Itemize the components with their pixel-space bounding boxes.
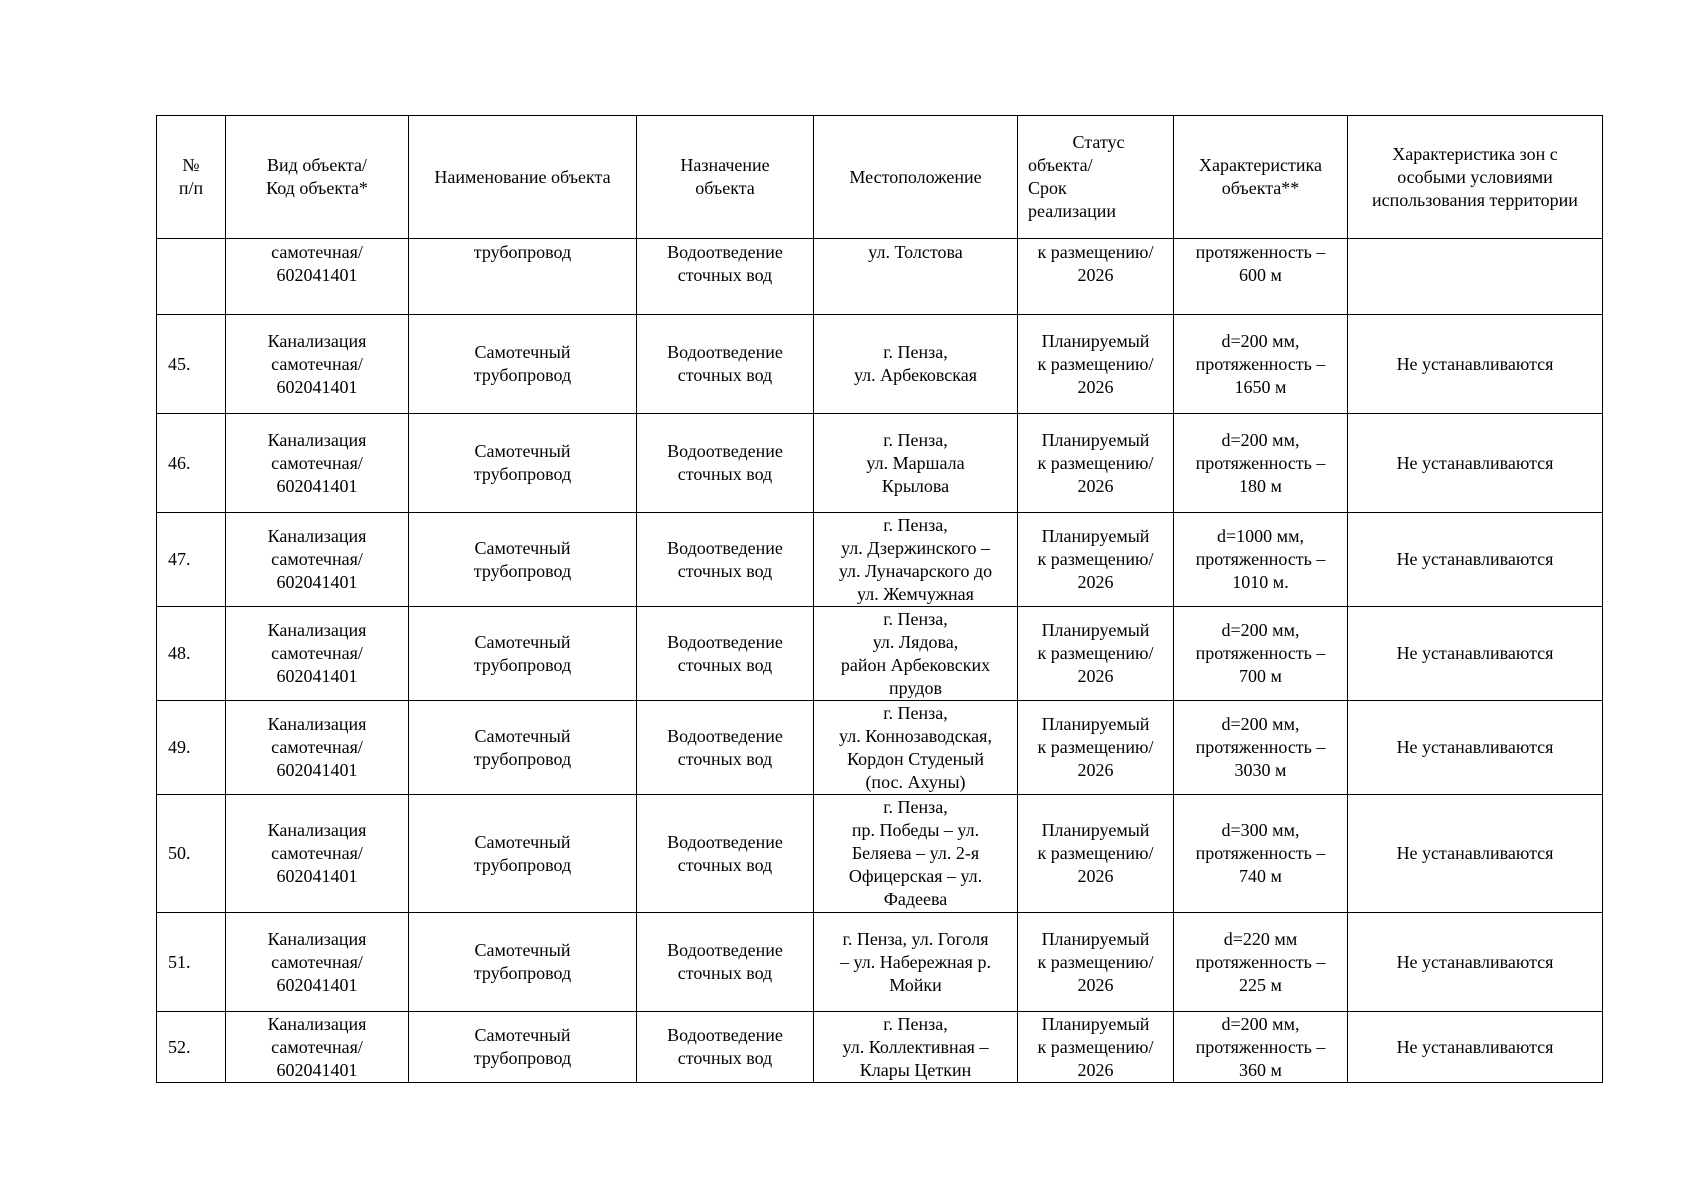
cell-line: 602041401 bbox=[276, 572, 358, 592]
cell-name bbox=[409, 913, 637, 1012]
cell-num: 48. bbox=[157, 607, 226, 701]
cell-line: Наименование объекта bbox=[434, 166, 611, 187]
cell-line: самотечная/ bbox=[271, 843, 363, 863]
cell-line: Планируемый bbox=[1041, 330, 1150, 351]
cell-type bbox=[226, 913, 409, 1012]
cell-line: район Арбековских bbox=[840, 654, 991, 675]
cell-line: 600 м bbox=[1239, 265, 1282, 285]
cell-line: к размещению/ bbox=[1037, 549, 1154, 569]
cell-characteristic bbox=[1174, 795, 1348, 913]
cell-name bbox=[409, 239, 637, 315]
cell-status bbox=[1018, 913, 1174, 1012]
cell-line: Клары Цеткин bbox=[859, 1059, 972, 1080]
cell-line: Самотечный bbox=[474, 631, 571, 652]
cell-name bbox=[409, 795, 637, 913]
cell-line: трубопровод bbox=[473, 560, 572, 581]
cell-location bbox=[814, 513, 1018, 607]
cell-location bbox=[814, 701, 1018, 795]
cell-status bbox=[1018, 1012, 1174, 1083]
cell-line: ул. Коллективная – bbox=[842, 1036, 989, 1057]
cell-line: Водоотведение bbox=[667, 725, 783, 746]
cell-line: г. Пенза, bbox=[883, 797, 948, 817]
cell-line: Не устанавливаются bbox=[1396, 643, 1554, 663]
cell-line: г. Пенза, ул. Гоголя bbox=[842, 928, 989, 949]
cell-line: сточных вод bbox=[677, 654, 773, 675]
cell-name bbox=[409, 701, 637, 795]
cell-characteristic bbox=[1174, 513, 1348, 607]
header-purpose bbox=[637, 116, 814, 239]
cell-line: Вид объекта/ bbox=[267, 155, 367, 175]
cell-line: к размещению/ bbox=[1037, 452, 1154, 473]
cell-status bbox=[1018, 701, 1174, 795]
cell-line: ул. Маршала bbox=[866, 452, 965, 473]
cell-line: ул. Лядова, bbox=[872, 631, 959, 652]
table-row bbox=[157, 795, 1603, 913]
cell-line: 602041401 bbox=[276, 666, 358, 686]
cell-line: трубопровод bbox=[473, 963, 572, 983]
cell-line: 602041401 bbox=[276, 974, 358, 995]
cell-line: d=300 мм, bbox=[1221, 820, 1300, 840]
cell-line: d=200 мм, bbox=[1221, 429, 1300, 450]
cell-purpose bbox=[637, 315, 814, 414]
cell-line: протяженность – bbox=[1195, 353, 1326, 374]
cell-line: к размещению/ bbox=[1037, 951, 1154, 972]
cell-line: Не устанавливаются bbox=[1396, 843, 1554, 863]
cell-line: самотечная/ bbox=[271, 549, 363, 569]
cell-zones bbox=[1348, 315, 1603, 414]
cell-purpose bbox=[637, 1012, 814, 1083]
cell-line: Канализация bbox=[267, 620, 367, 640]
cell-line: Водоотведение bbox=[667, 342, 783, 362]
cell-line: Характеристика bbox=[1199, 155, 1322, 175]
cell-zones bbox=[1348, 795, 1603, 913]
table-row bbox=[157, 513, 1603, 607]
cell-line: объекта** bbox=[1221, 178, 1300, 198]
cell-type bbox=[226, 414, 409, 513]
cell-line: самотечная/ bbox=[271, 1036, 363, 1057]
cell-line: протяженность – bbox=[1195, 549, 1326, 569]
cell-num: 49. bbox=[157, 701, 226, 795]
cell-purpose bbox=[637, 913, 814, 1012]
cell-line: Водоотведение bbox=[667, 631, 783, 652]
cell-zones bbox=[1348, 913, 1603, 1012]
cell-line: 2026 bbox=[1077, 866, 1114, 886]
cell-line: 2026 bbox=[1077, 572, 1114, 592]
cell-line: Не устанавливаются bbox=[1396, 452, 1554, 473]
cell-line: протяженность – bbox=[1195, 643, 1326, 663]
cell-purpose bbox=[637, 607, 814, 701]
cell-line: Не устанавливаются bbox=[1396, 951, 1554, 972]
cell-line: Самотечный bbox=[474, 725, 571, 746]
cell-line: 2026 bbox=[1077, 265, 1114, 285]
cell-line: Самотечный bbox=[474, 940, 571, 960]
cell-line: Планируемый bbox=[1041, 429, 1150, 450]
cell-line: Планируемый bbox=[1041, 820, 1150, 840]
cell-line: Характеристика зон с bbox=[1392, 143, 1558, 164]
cell-line: Местоположение bbox=[849, 166, 982, 187]
cell-line: Канализация bbox=[267, 714, 367, 734]
cell-line: п/п bbox=[178, 178, 204, 198]
cell-line: пр. Победы – ул. bbox=[851, 820, 980, 840]
cell-line: сточных вод bbox=[677, 748, 773, 769]
cell-line: г. Пенза, bbox=[883, 608, 948, 629]
cell-line: Водоотведение bbox=[667, 441, 783, 461]
cell-characteristic bbox=[1174, 701, 1348, 795]
cell-status bbox=[1018, 315, 1174, 414]
cell-line: г. Пенза, bbox=[883, 1013, 948, 1034]
cell-line: реализации bbox=[1028, 201, 1116, 221]
cell-line: 3030 м bbox=[1234, 760, 1287, 780]
cell-location bbox=[814, 1012, 1018, 1083]
cell-line: Не устанавливаются bbox=[1396, 737, 1554, 757]
cell-characteristic bbox=[1174, 1012, 1348, 1083]
cell-line: 1010 м. bbox=[1232, 572, 1289, 592]
cell-num bbox=[157, 239, 226, 315]
cell-zones bbox=[1348, 607, 1603, 701]
cell-characteristic bbox=[1174, 315, 1348, 414]
cell-line: к размещению/ bbox=[1037, 643, 1154, 663]
cell-line: трубопровод bbox=[473, 748, 572, 769]
cell-line: d=220 мм bbox=[1223, 928, 1298, 949]
cell-zones bbox=[1348, 239, 1603, 315]
header-location bbox=[814, 116, 1018, 239]
cell-line: г. Пенза, bbox=[883, 514, 948, 535]
cell-num: 47. bbox=[157, 513, 226, 607]
cell-zones bbox=[1348, 414, 1603, 513]
cell-line: 2026 bbox=[1077, 1059, 1114, 1080]
cell-line: сточных вод bbox=[677, 560, 773, 581]
cell-line: 740 м bbox=[1239, 866, 1282, 886]
cell-line: (пос. Ахуны) bbox=[865, 771, 966, 792]
cell-line: Крылова bbox=[881, 475, 950, 496]
cell-line: d=200 мм, bbox=[1221, 620, 1300, 640]
cell-line: d=200 мм, bbox=[1221, 1013, 1300, 1034]
cell-line: Канализация bbox=[267, 1013, 367, 1034]
cell-line: сточных вод bbox=[677, 265, 773, 285]
cell-name bbox=[409, 513, 637, 607]
cell-line: ул. Арбековская bbox=[853, 365, 978, 385]
cell-line: ул. Коннозаводская, bbox=[839, 725, 992, 746]
cell-location bbox=[814, 913, 1018, 1012]
cell-line: самотечная/ bbox=[271, 452, 363, 473]
table-row bbox=[157, 315, 1603, 414]
cell-line: трубопровод bbox=[473, 854, 572, 875]
cell-line: особыми условиями bbox=[1397, 166, 1553, 187]
cell-line: 2026 bbox=[1077, 666, 1114, 686]
table-body bbox=[157, 239, 1603, 1083]
header-characteristic bbox=[1174, 116, 1348, 239]
cell-line: к размещению/ bbox=[1037, 737, 1154, 757]
cell-line: трубопровод bbox=[473, 464, 572, 484]
cell-num: 51. bbox=[157, 913, 226, 1012]
cell-line: объекта/ bbox=[1028, 155, 1093, 175]
cell-status bbox=[1018, 513, 1174, 607]
cell-line: Водоотведение bbox=[667, 537, 783, 558]
cell-line: Водоотведение bbox=[667, 831, 783, 852]
cell-zones bbox=[1348, 513, 1603, 607]
cell-line: ул. Жемчужная bbox=[857, 583, 974, 604]
cell-type bbox=[226, 239, 409, 315]
cell-purpose bbox=[637, 513, 814, 607]
header-zones bbox=[1348, 116, 1603, 239]
cell-line: 602041401 bbox=[276, 376, 358, 397]
cell-type bbox=[226, 315, 409, 414]
cell-line: Срок bbox=[1028, 178, 1067, 198]
cell-line: самотечная/ bbox=[271, 737, 363, 757]
cell-characteristic bbox=[1174, 913, 1348, 1012]
cell-line: г. Пенза, bbox=[883, 342, 948, 362]
cell-line: Назначение bbox=[680, 155, 770, 175]
cell-line: 1650 м bbox=[1234, 376, 1287, 397]
table-row bbox=[157, 701, 1603, 795]
cell-name bbox=[409, 1012, 637, 1083]
cell-zones bbox=[1348, 701, 1603, 795]
cell-line: Канализация bbox=[267, 330, 367, 351]
cell-line: Самотечный bbox=[474, 537, 571, 558]
cell-line: самотечная/ bbox=[271, 643, 363, 663]
cell-line: Канализация bbox=[267, 429, 367, 450]
objects-table bbox=[156, 115, 1603, 1083]
cell-status bbox=[1018, 795, 1174, 913]
cell-line: протяженность – bbox=[1195, 843, 1326, 863]
cell-line: Код объекта* bbox=[266, 178, 368, 198]
cell-line: Кордон Студеный bbox=[847, 748, 984, 769]
cell-line: 2026 bbox=[1077, 974, 1114, 995]
cell-line: ул. Толстова bbox=[868, 242, 963, 262]
cell-line: самотечная/ bbox=[271, 242, 363, 262]
cell-num: 46. bbox=[157, 414, 226, 513]
cell-line: 602041401 bbox=[276, 265, 358, 285]
cell-line: № bbox=[182, 155, 200, 175]
cell-name bbox=[409, 315, 637, 414]
cell-line: Самотечный bbox=[474, 441, 571, 461]
cell-zones bbox=[1348, 1012, 1603, 1083]
cell-line: 602041401 bbox=[276, 475, 358, 496]
cell-line: к размещению/ bbox=[1037, 242, 1154, 262]
cell-line: Самотечный bbox=[474, 342, 571, 362]
cell-line: протяженность – bbox=[1195, 1036, 1326, 1057]
cell-line: объекта bbox=[695, 178, 755, 198]
cell-line: 2026 bbox=[1077, 475, 1114, 496]
cell-line: Планируемый bbox=[1041, 526, 1150, 546]
cell-line: d=1000 мм, bbox=[1217, 526, 1304, 546]
cell-line: 700 м bbox=[1239, 666, 1282, 686]
cell-line: Канализация bbox=[267, 526, 367, 546]
cell-line: протяженность – bbox=[1195, 737, 1326, 757]
cell-line: трубопровод bbox=[473, 1048, 572, 1068]
cell-line: трубопровод bbox=[473, 365, 572, 385]
cell-type bbox=[226, 513, 409, 607]
cell-name bbox=[409, 607, 637, 701]
cell-num: 52. bbox=[157, 1012, 226, 1083]
cell-location bbox=[814, 414, 1018, 513]
cell-line: самотечная/ bbox=[271, 353, 363, 374]
cell-line: Планируемый bbox=[1041, 1013, 1150, 1034]
cell-line: сточных вод bbox=[677, 854, 773, 875]
cell-line: Самотечный bbox=[474, 831, 571, 852]
table-row bbox=[157, 1012, 1603, 1083]
cell-num: 50. bbox=[157, 795, 226, 913]
cell-type bbox=[226, 1012, 409, 1083]
cell-location bbox=[814, 239, 1018, 315]
cell-line: Планируемый bbox=[1041, 714, 1150, 734]
cell-status bbox=[1018, 414, 1174, 513]
cell-line: протяженность – bbox=[1195, 951, 1326, 972]
cell-line: Статус bbox=[1072, 132, 1125, 152]
cell-line: Водоотведение bbox=[667, 1025, 783, 1045]
header-status bbox=[1018, 116, 1174, 239]
header-row bbox=[157, 116, 1603, 239]
cell-characteristic bbox=[1174, 414, 1348, 513]
cell-type bbox=[226, 607, 409, 701]
cell-line: Мойки bbox=[889, 974, 942, 995]
cell-line: 180 м bbox=[1239, 475, 1282, 496]
cell-status bbox=[1018, 607, 1174, 701]
table-row bbox=[157, 414, 1603, 513]
cell-line: к размещению/ bbox=[1037, 353, 1154, 374]
cell-line: 602041401 bbox=[276, 1059, 358, 1080]
cell-line: 225 м bbox=[1239, 974, 1282, 995]
cell-line: трубопровод bbox=[473, 242, 572, 262]
cell-type bbox=[226, 701, 409, 795]
cell-line: Планируемый bbox=[1041, 620, 1150, 640]
cell-line: Водоотведение bbox=[667, 242, 783, 262]
cell-line: протяженность – bbox=[1195, 242, 1326, 262]
cell-line: г. Пенза, bbox=[883, 702, 948, 723]
cell-line: самотечная/ bbox=[271, 951, 363, 972]
cell-line: Самотечный bbox=[474, 1025, 571, 1045]
cell-purpose bbox=[637, 414, 814, 513]
cell-line: 2026 bbox=[1077, 376, 1114, 397]
cell-line: 602041401 bbox=[276, 866, 358, 886]
cell-line: ул. Луначарского до bbox=[838, 560, 993, 581]
cell-characteristic bbox=[1174, 607, 1348, 701]
cell-line: d=200 мм, bbox=[1221, 714, 1300, 734]
cell-line: ул. Дзержинского – bbox=[841, 537, 990, 558]
cell-line: Офицерская – ул. bbox=[848, 866, 983, 886]
cell-line: 2026 bbox=[1077, 760, 1114, 780]
cell-line: d=200 мм, bbox=[1221, 330, 1300, 351]
cell-num: 45. bbox=[157, 315, 226, 414]
cell-line: использования территории bbox=[1372, 189, 1578, 210]
cell-line: прудов bbox=[889, 677, 942, 698]
table-row-continuation bbox=[157, 239, 1603, 315]
cell-line: к размещению/ bbox=[1037, 843, 1154, 863]
cell-purpose bbox=[637, 795, 814, 913]
cell-line: Беляева – ул. 2-я bbox=[851, 843, 980, 863]
cell-line: сточных вод bbox=[677, 963, 773, 983]
cell-line: сточных вод bbox=[677, 464, 773, 484]
cell-line: Планируемый bbox=[1041, 928, 1150, 949]
cell-line: сточных вод bbox=[677, 1048, 773, 1068]
cell-location bbox=[814, 315, 1018, 414]
cell-purpose bbox=[637, 239, 814, 315]
cell-status bbox=[1018, 239, 1174, 315]
cell-line: Не устанавливаются bbox=[1396, 549, 1554, 569]
cell-line: трубопровод bbox=[473, 654, 572, 675]
cell-line: сточных вод bbox=[677, 365, 773, 385]
table-row bbox=[157, 913, 1603, 1012]
cell-characteristic bbox=[1174, 239, 1348, 315]
cell-line: 360 м bbox=[1239, 1059, 1282, 1080]
cell-line: – ул. Набережная р. bbox=[840, 951, 991, 972]
cell-purpose bbox=[637, 701, 814, 795]
cell-line: Фадеева bbox=[883, 889, 948, 909]
cell-line: Не устанавливаются bbox=[1396, 353, 1554, 374]
cell-line: 602041401 bbox=[276, 760, 358, 780]
cell-line: Водоотведение bbox=[667, 940, 783, 960]
cell-line: г. Пенза, bbox=[883, 429, 948, 450]
header-name bbox=[409, 116, 637, 239]
table-row bbox=[157, 607, 1603, 701]
cell-location bbox=[814, 607, 1018, 701]
cell-type bbox=[226, 795, 409, 913]
cell-line: Канализация bbox=[267, 928, 367, 949]
header-type bbox=[226, 116, 409, 239]
cell-line: протяженность – bbox=[1195, 452, 1326, 473]
cell-line: Не устанавливаются bbox=[1396, 1036, 1554, 1057]
cell-location bbox=[814, 795, 1018, 913]
cell-line: Канализация bbox=[267, 820, 367, 840]
header-num bbox=[157, 116, 226, 239]
cell-line: к размещению/ bbox=[1037, 1036, 1154, 1057]
cell-name bbox=[409, 414, 637, 513]
